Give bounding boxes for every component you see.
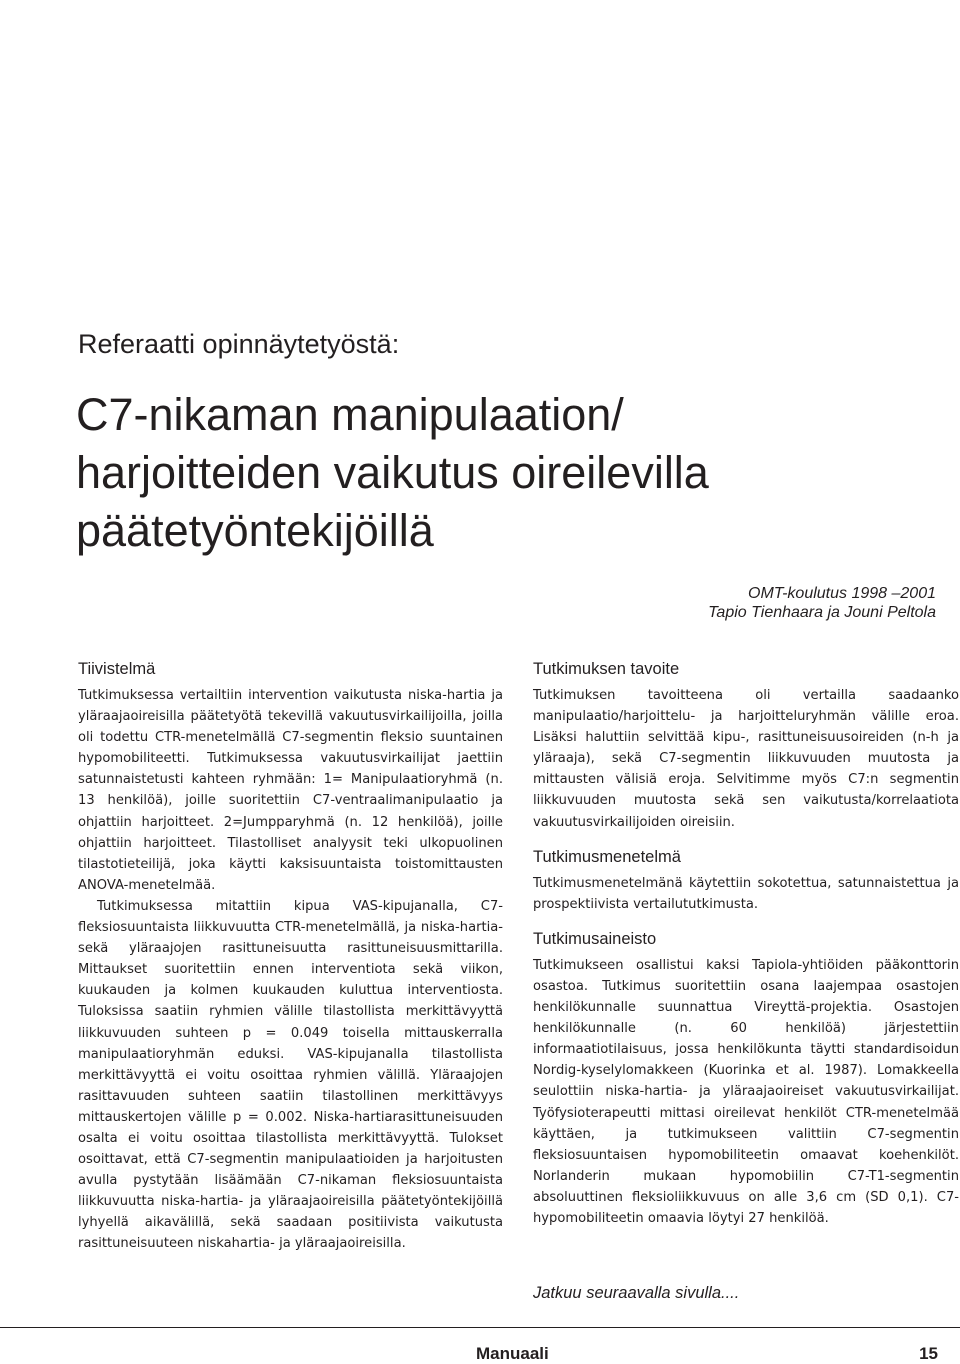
section-text-objective: Tutkimuksen tavoitteena oli vertailla saadaanko manipulaatio/harjoittelu- ja harjoitteluryhmän välille eroa. Lisäksi haluttiin selvittää kipu-, rasittuneisuusoireiden (n-h ja yläraaja), sekä C7-segmentin liikkuvuuden muutosta ja mittausten välisiä eroja. Selvitimme myös C7:n segmentin liikkuvuuden muutosta sekä sen vaikutusta/korrelaatiota vakuutusvirkailijoiden oireisiin. — [533, 688, 959, 830]
byline-course: OMT-koulutus 1998 –2001 — [748, 585, 936, 602]
section-text-method: Tutkimusmenetelmänä käytettiin sokotettua, satunnaistettua ja prospektiivista vertailututkimusta. — [533, 875, 959, 912]
details-column — [533, 659, 959, 1229]
abstract-paragraph: Tutkimuksessa mitattiin kipua VAS-kipujanalla, C7-fleksiosuuntaista liikkuvuutta CTR-menetelmällä, ja niska-hartia- sekä yläraajojen rasittuneisuutta rasittuneisuusmittarilla. Mittaukset suoritettiin ennen interventiota sekä viikon, kuukauden ja kolmen kuukauden kuluttua interventiosta. Tuloksissa saatiin ryhmien välille tilastollista merkittävyyttä liikkuvuuden suhteen p = 0.049 toisella mittauskerralla manipulaatioryhmän eduksi. VAS-kipujanalla tilastollista merkittävyyttä ei voitu osoittaa ryhmien välillä. Yläraajojen rasittavuuden suhteen saatiin tilastollinen merkittävyys mittauskertojen välille p = 0.002. Niska-hartiarasittuneisuuden osalta ei voitu osoittaa tilastollista merkittävyyttä. Tulokset osoittavat, että C7-segmentin manipulaatioiden ja harjoitusten avulla pystytään lisäämään C7-nikaman fleksiosuuntaista liikkuvuutta niska-hartia- ja yläraajaoireisilla päätetyöntekijöillä lyhyellä aikavälillä, sekä saadaan positiivista vaikutusta rasittuneisuuteen niskahartia- ja yläraajaoireisilla. — [78, 898, 503, 1252]
page-number: 15 — [919, 1344, 938, 1363]
title-line: harjoitteiden vaikutus oireilevilla — [76, 447, 709, 498]
section-text-material: Tutkimukseen osallistui kaksi Tapiola-yhtiöiden pääkonttorin osastoa. Tutkimus suoritettiin osana laajempaa osastojen henkilökunnalle suunnattua Vireyttä-projektia. Osastojen henkilökunnalle (n. 60 henkilöä) järjestettiin informaatiotilaisuus, jossa henkilökunta täytti standardisoidun Nordig-kyselylomakkeen (Kuorinka et al. 1987). Lomakkeella seulottiin niska-hartia- ja yläraajaoireiset vakuutusvirkailijat. Työfysioterapeutti mittasi oireilevat henkilöt CTR-menetelmää käyttäen, ja tutkimukseen valittiin C7-segmentin fleksiosuuntaisen hypomobiliteetin omaavat koehenkilöt. Norlanderin mukaan hypomobiilin C7-T1-segmentin absoluuttinen fleksioliikkuvuus on alle 3,6 cm (SD 0,1). C7-hypomobiliteetin omaavia löytyi 27 henkilöä. — [533, 957, 959, 1226]
footer-publication-name: Manuaali — [476, 1344, 549, 1363]
footer-divider — [0, 1327, 960, 1328]
article-title — [76, 386, 956, 560]
continued-note: Jatkuu seuraavalla sivulla.... — [533, 1284, 740, 1302]
byline-authors: Tapio Tienhaara ja Jouni Peltola — [708, 604, 936, 621]
section-heading-material: Tutkimusaineisto — [533, 929, 657, 948]
abstract-heading: Tiivistelmä — [78, 660, 156, 678]
section-heading-objective: Tutkimuksen tavoite — [533, 660, 680, 678]
abstract-column — [78, 659, 503, 1255]
byline — [708, 584, 936, 622]
title-line: päätetyöntekijöillä — [76, 505, 434, 556]
section-heading-method: Tutkimusmenetelmä — [533, 847, 681, 866]
article-kicker: Referaatti opinnäytetyöstä: — [78, 329, 400, 359]
title-line: C7-nikaman manipulaation/ — [76, 389, 624, 440]
abstract-paragraph: Tutkimuksessa vertailtiin intervention vaikutusta niska-hartia ja yläraajaoireisilla päätetyötä tekevillä vakuutusvirkailijoilla, joilla oli todettu CTR-menetelmällä C7-segmentin fleksio suuntainen hypomobiliteetti. Tutkimuksessa vakuutusvirkailijat jaettiin satunnaistetusti kahteen ryhmään: 1= Manipulaatioryhmä (n. 13 henkilöä), joille suoritettiin C7-ventraalimanipulaatio ja ohjattiin harjoitteet. 2=Jumpparyhmä (n. 12 henkilöä), joille ohjattiin harjoitteet. Tilastolliset analyysit teki ulkopuolinen tilastotieteilijä, joka käytti kaksisuuntaista toistomittausten ANOVA-menetelmää. — [78, 688, 503, 893]
